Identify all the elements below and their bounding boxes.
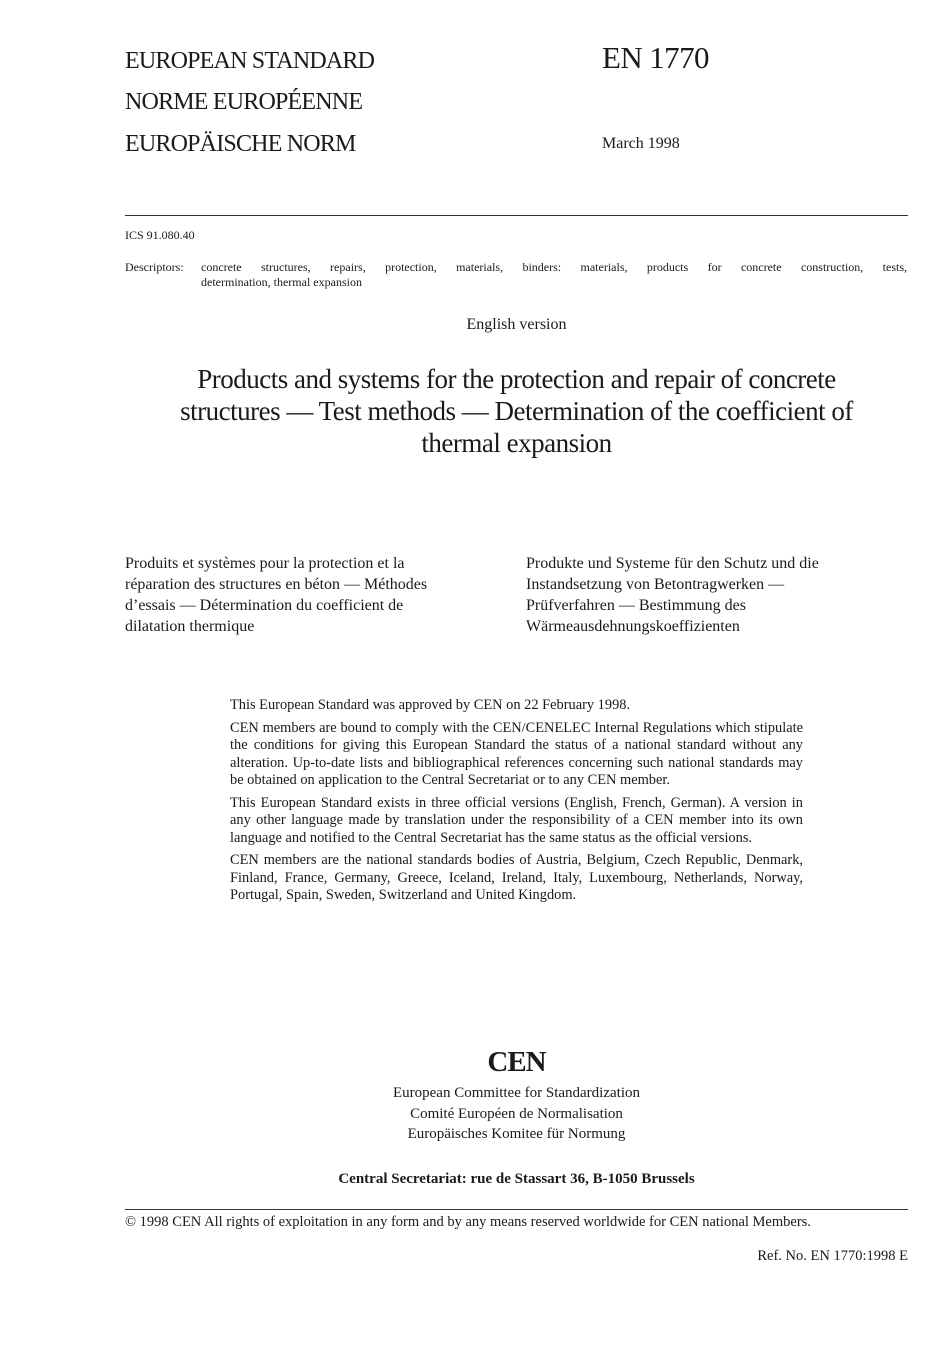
descriptors-label: Descriptors: (125, 260, 184, 274)
title-line-1: Products and systems for the protection and repair of concrete (197, 364, 836, 394)
french-title-line: Produits et systèmes pour la protection et la (125, 555, 405, 572)
approval-paragraph-4: CEN members are the national standards bodies of Austria, Belgium, Czech Republic, Denmark, Finland, France, Germany, Greece, Iceland, Ireland, Italy, Luxembourg, Netherlands, Norway, Portugal, Spain, Sweden, Switzerland and United Kingdom. (230, 852, 803, 903)
descriptors (125, 260, 908, 292)
german-title-line: Wärmeausdehnungskoeffizienten (526, 618, 740, 635)
central-secretariat-address: Central Secretariat: rue de Stassart 36, B-1050 Brussels (338, 1171, 695, 1187)
language-version: English version (466, 316, 567, 333)
title-line-2: structures — Test methods — Determination of the coefficient of (180, 396, 853, 426)
cen-logo: CEN (487, 1046, 546, 1078)
header-divider (125, 215, 908, 216)
standard-label-en: EUROPEAN STANDARD (125, 48, 375, 74)
french-title-line: d’essais — Détermination du coefficient de (125, 597, 404, 614)
standard-number: EN 1770 (602, 40, 709, 75)
german-title-line: Prüfverfahren — Bestimmung des (526, 597, 746, 614)
footer-divider (125, 1209, 908, 1210)
committee-name-de: Europäisches Komitee für Normung (407, 1126, 626, 1142)
committee-name-fr: Comité Européen de Normalisation (410, 1105, 623, 1122)
french-title-line: réparation des structures en béton — Méthodes (125, 576, 428, 593)
german-title-line: Produkte und Systeme für den Schutz und die (526, 555, 819, 572)
descriptors-line-1: concrete structures, repairs, protection, materials, binders: materials, products for concrete construction, tests, (201, 260, 907, 274)
standard-label-de: EUROPÄISCHE NORM (125, 131, 356, 157)
french-title (125, 553, 505, 637)
committee-name-en: European Committee for Standardization (392, 1085, 640, 1101)
publication-date: March 1998 (602, 135, 680, 152)
approval-paragraph-3: This European Standard exists in three official versions (English, French, German). A version in any other language made by translation under the responsibility of a CEN member into its own language and notified to the Central Secretariat has the same status as the official versions. (230, 794, 803, 846)
reference-number: Ref. No. EN 1770:1998 E (757, 1248, 908, 1264)
german-title-line: Instandsetzung von Betontragwerken — (526, 576, 785, 593)
descriptors-line-2: determination, thermal expansion (201, 275, 362, 289)
standard-label-fr: NORME EUROPÉENNE (125, 89, 363, 115)
copyright-notice: © 1998 CEN All rights of exploitation in any form and by any means reserved worldwide for CEN national Members. (125, 1214, 811, 1230)
committee-names (125, 1083, 908, 1145)
approval-paragraph-1: This European Standard was approved by CEN on 22 February 1998. (230, 697, 631, 713)
french-title-line: dilatation thermique (125, 618, 255, 635)
approval-paragraph-2: CEN members are bound to comply with the CEN/CENELEC Internal Regulations which stipulate the conditions for giving this European Standard the status of a national standard without any alteration. Up-to-date lists and bibliographical references concerning such national standards may be obtained on application to the Central Secretariat or to any CEN member. (230, 719, 803, 788)
ics-code: ICS 91.080.40 (125, 228, 195, 242)
document-title (125, 363, 908, 459)
title-line-3: thermal expansion (421, 428, 612, 458)
approval-section (230, 697, 803, 910)
german-title (526, 553, 908, 637)
